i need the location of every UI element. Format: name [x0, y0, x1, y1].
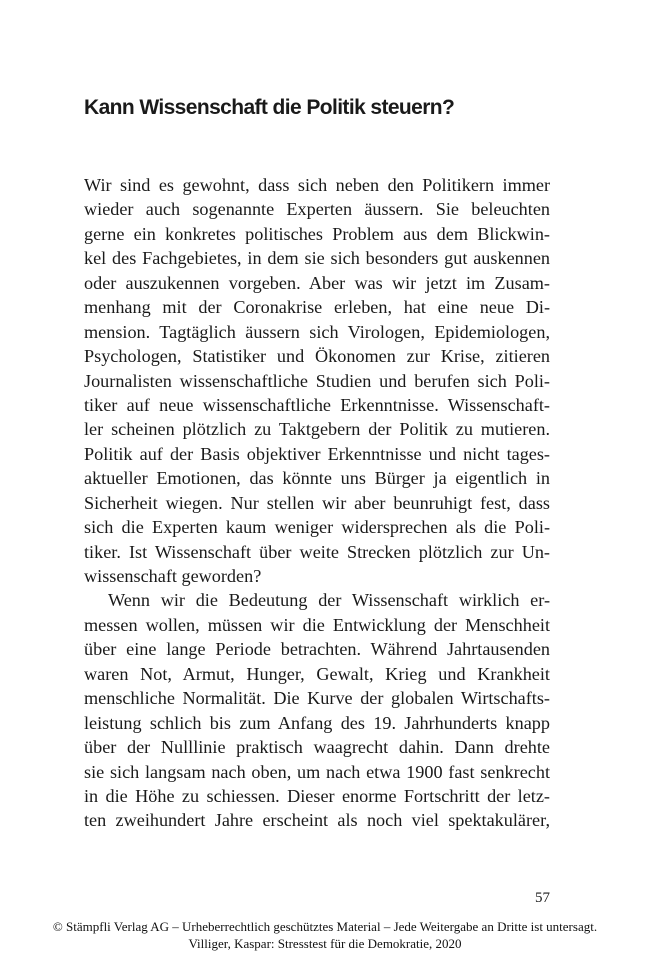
text-line: gerne ein konkretes politisches Problem aus dem Blickwin-: [84, 223, 550, 244]
paragraph: [84, 588, 550, 832]
chapter-heading: Kann Wissenschaft die Politik steuern?: [84, 96, 455, 119]
text-line: menhang mit der Coronakrise erleben, hat eine neue Di-: [84, 297, 550, 318]
copyright-notice: © Stämpfli Verlag AG – Urheberrechtlich geschütztes Material – Jede Weitergabe an Dritte ist untersagt.: [52, 919, 598, 934]
book-citation: Villiger, Kaspar: Stresstest für die Demokratie, 2020: [188, 936, 462, 951]
text-line: kel des Fachgebietes, in dem sie sich besonders gut auskennen: [84, 248, 550, 269]
text-line: ler scheinen plötzlich zu Taktgebern der Politik zu mutieren.: [84, 419, 550, 440]
text-line: Journalisten wissenschaftliche Studien und berufen sich Poli-: [84, 370, 550, 391]
text-line: tiker. Ist Wissenschaft über weite Strecken plötzlich zur Un-: [84, 541, 550, 562]
text-line: tiker auf neue wissenschaftliche Erkenntnisse. Wissenschaft-: [84, 394, 550, 415]
text-line: sie sich langsam nach oben, um nach etwa 1900 fast senkrecht: [84, 761, 550, 782]
text-line: messen wollen, müssen wir die Entwicklung der Menschheit: [84, 614, 550, 635]
text-line: Politik auf der Basis objektiver Erkenntnisse und nicht tages-: [84, 443, 550, 464]
text-line: ten zweihundert Jahre erscheint als noch viel spektakulärer,: [84, 810, 550, 831]
page-number: 57: [535, 890, 550, 906]
copyright-footer: [0, 918, 650, 952]
text-line: Wir sind es gewohnt, dass sich neben den Politikern immer: [84, 175, 550, 195]
text-line: wieder auch sogenannte Experten äussern. Sie beleuchten: [84, 199, 550, 220]
text-line: Psychologen, Statistiker und Ökonomen zur Krise, zitieren: [84, 346, 550, 367]
paragraph: [84, 173, 550, 588]
text-line: waren Not, Armut, Hunger, Gewalt, Krieg und Krankheit: [84, 663, 550, 684]
text-line: leistung schlich bis zum Anfang des 19. Jahrhunderts knapp: [84, 712, 550, 733]
text-line: mension. Tagtäglich äussern sich Virologen, Epidemiologen,: [84, 321, 550, 342]
text-line: in die Höhe zu schiessen. Dieser enorme Fortschritt der letz-: [84, 785, 550, 806]
text-line: oder auszukennen vorgeben. Aber was wir jetzt im Zusam-: [84, 272, 550, 293]
text-line: aktueller Emotionen, das könnte uns Bürger ja eigentlich in: [84, 468, 550, 489]
text-line: sich die Experten kaum weniger widersprechen als die Poli-: [84, 517, 550, 538]
body-text: [84, 173, 550, 833]
text-line: über der Nulllinie praktisch waagrecht dahin. Dann drehte: [84, 737, 550, 758]
text-line: wissenschaft geworden?: [84, 566, 262, 586]
text-line: menschliche Normalität. Die Kurve der globalen Wirtschafts-: [84, 688, 550, 709]
text-line: Sicherheit wiegen. Nur stellen wir aber beunruhigt fest, dass: [84, 492, 550, 513]
text-line: über eine lange Periode betrachten. Während Jahrtausenden: [84, 639, 550, 660]
text-line: Wenn wir die Bedeutung der Wissenschaft wirklich er-: [108, 590, 550, 611]
